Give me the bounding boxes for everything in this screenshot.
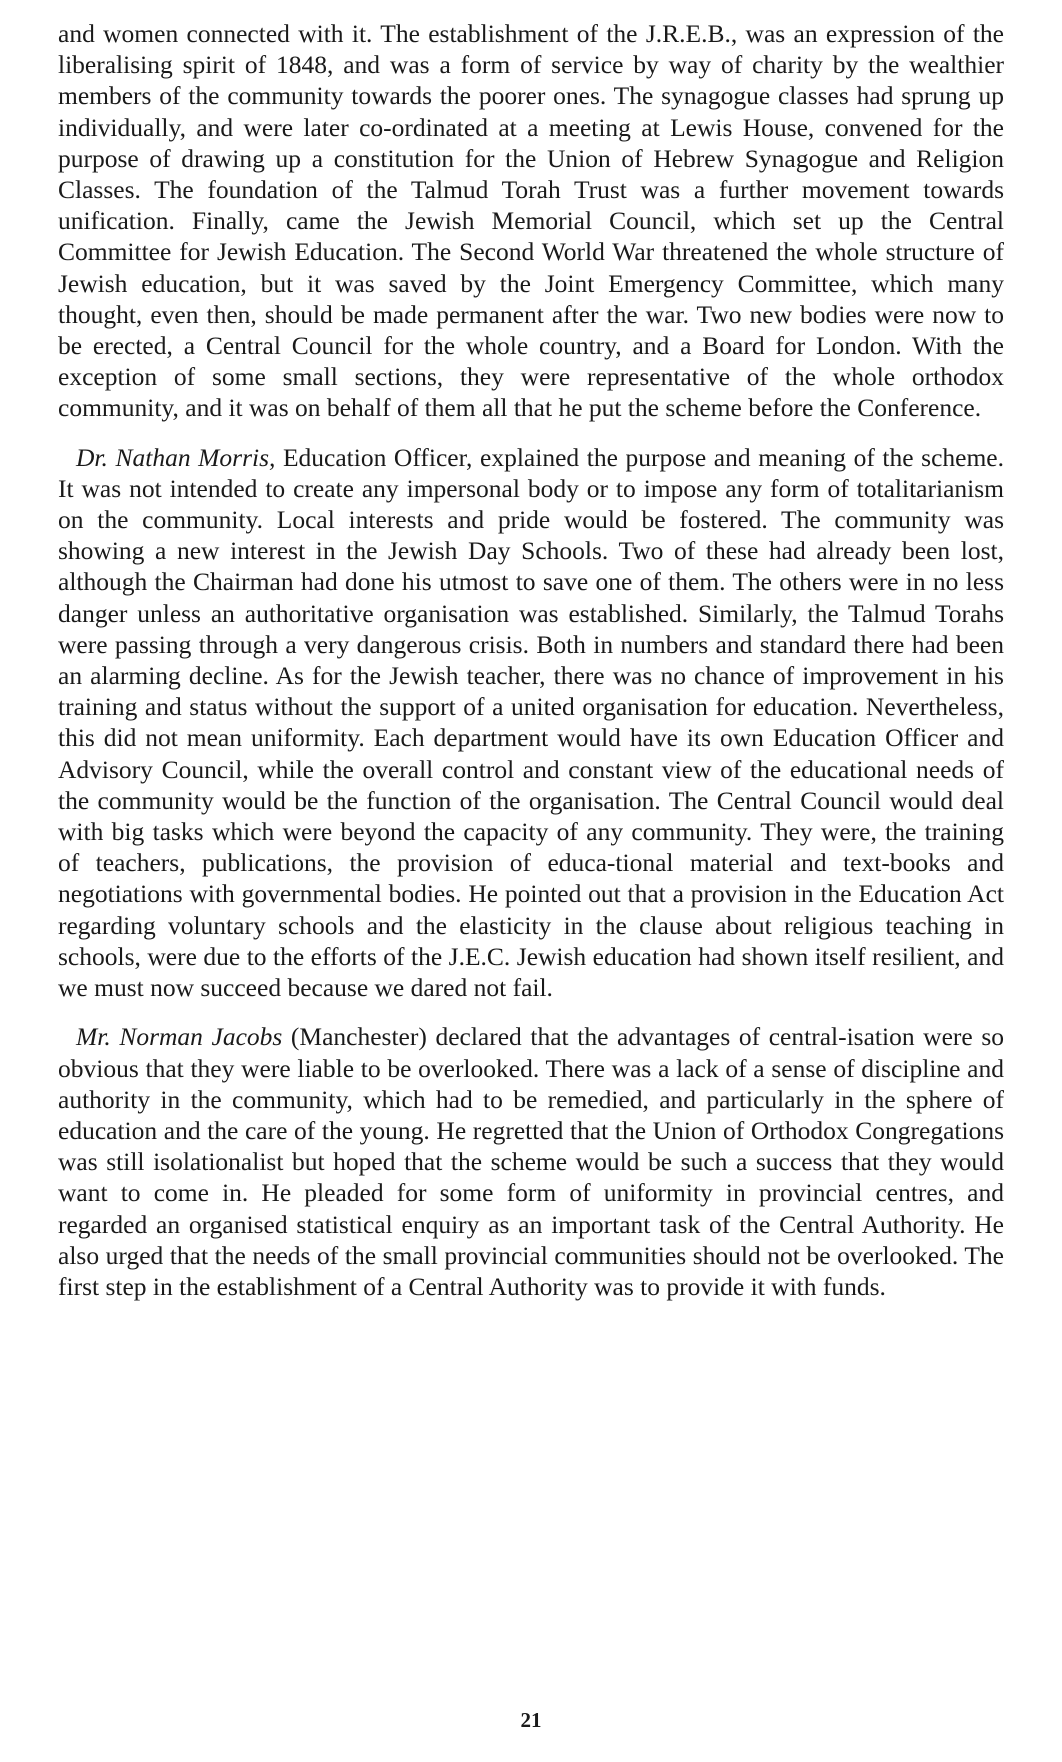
- body-text: [58, 18, 1004, 1302]
- paragraph-nathan-morris: [58, 442, 1004, 1004]
- paragraph-continuation: [58, 18, 1004, 424]
- speaker-name: Mr. Norman Jacobs: [76, 1022, 283, 1052]
- paragraph-text: (Manchester) declared that the advantages of central-isation were so obvious that they were liable to be overlooked. There was a lack of a sense of discipline and authority in the community, which had to be remedied, and particularly in the sphere of education and the care of the young. He regretted that the Union of Orthodox Congregations was still isolationalist but hoped that the scheme would be such a success that they would want to come in. He pleaded for some form of uniformity in provincial centres, and regarded an organised statistical enquiry as an important task of the Central Authority. He also urged that the needs of the small provincial communities should not be overlooked. The first step in the establishment of a Central Authority was to provide it with funds.: [58, 1022, 1004, 1301]
- page-number: 21: [520, 1708, 542, 1732]
- speaker-name: Dr. Nathan Morris,: [76, 442, 276, 472]
- paragraph-text: and women connected with it. The establishment of the J.R.E.B., was an expression of the liberalising spirit of 1848, and was a form of service by way of charity by the wealthier members of the community towards the poorer ones. The synagogue classes had sprung up individually, and were later co-ordinated at a meeting at Lewis House, convened for the purpose of drawing up a constitution for the Union of Hebrew Synagogue and Religion Classes. The foundation of the Talmud Torah Trust was a further movement towards unification. Finally, came the Jewish Memorial Council, which set up the Central Committee for Jewish Education. The Second World War threatened the whole structure of Jewish education, but it was saved by the Joint Emergency Committee, which many thought, even then, should be made permanent after the war. Two new bodies were now to be erected, a Central Council for the whole country, and a Board for London. With the exception of some small sections, they were representative of the whole orthodox community, and it was on behalf of them all that he put the scheme before the Conference.: [58, 19, 1004, 423]
- paragraph-text: Education Officer, explained the purpose and meaning of the scheme. It was not intended to create any impersonal body or to impose any form of totalitarianism on the community. Local interests and pride would be fostered. The community was showing a new interest in the Jewish Day Schools. Two of these had already been lost, although the Chairman had done his utmost to save one of them. The others were in no less danger unless an authoritative organisation was established. Similarly, the Talmud Torahs were passing through a very dangerous crisis. Both in numbers and standard there had been an alarming decline. As for the Jewish teacher, there was no chance of improvement in his training and status without the support of a united organisation for education. Nevertheless, this did not mean uniformity. Each department would have its own Education Officer and Advisory Council, while the overall control and constant view of the educational needs of the community would be the function of the organisation. The Central Council would deal with big tasks which were beyond the capacity of any community. They were, the training of teachers, publications, the provision of educa-tional material and text-books and negotiations with governmental bodies. He pointed out that a provision in the Education Act regarding voluntary schools and the elasticity in the clause about religious teaching in schools, were due to the efforts of the J.E.C. Jewish education had shown itself resilient, and we must now succeed because we dared not fail.: [58, 442, 1004, 1003]
- paragraph-norman-jacobs: [58, 1021, 1004, 1302]
